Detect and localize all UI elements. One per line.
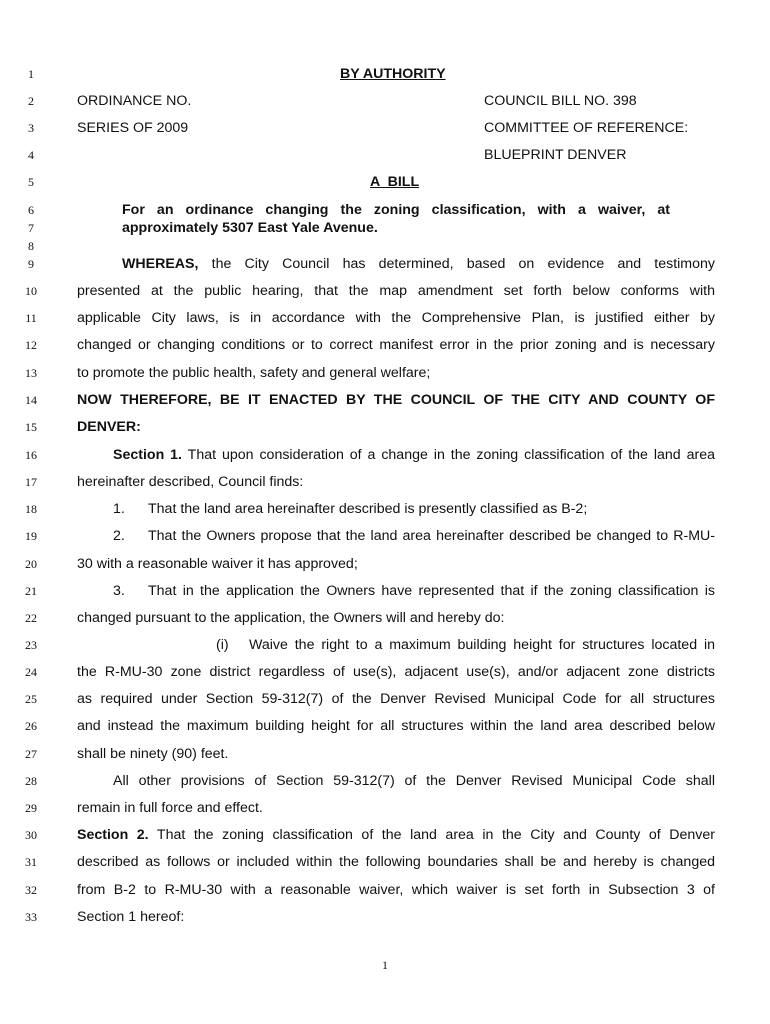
line-number: 12 <box>25 338 37 352</box>
body-line: and instead the maximum building height for all structures within the land area described below <box>77 718 715 734</box>
whereas-line <box>122 255 715 273</box>
line-number: 5 <box>28 175 34 189</box>
finding-number: 3. <box>113 583 125 599</box>
line-number: 18 <box>25 502 37 516</box>
body-line: remain in full force and effect. <box>77 800 263 816</box>
line-number: 11 <box>25 311 37 325</box>
line-number: 14 <box>25 393 37 407</box>
line-number: 24 <box>25 665 37 679</box>
body-line: changed pursuant to the application, the Owners will and hereby do: <box>77 610 505 626</box>
body-line: the R-MU-30 zone district regardless of use(s), adjacent use(s), and/or adjacent zone districts <box>77 664 715 680</box>
line-number: 19 <box>25 529 37 543</box>
line-number: 33 <box>25 910 37 924</box>
enacting-clause: NOW THEREFORE, BE IT ENACTED BY THE COUNCIL OF THE CITY AND COUNTY OF <box>77 392 715 408</box>
body-line: hereinafter described, Council finds: <box>77 474 304 490</box>
line-number: 8 <box>28 239 34 253</box>
whereas-label: WHEREAS, <box>122 256 199 272</box>
line-number: 13 <box>25 366 37 380</box>
section-2-label: Section 2. <box>77 827 149 843</box>
body-line: All other provisions of Section 59-312(7) of the Denver Revised Municipal Code shall <box>113 773 715 789</box>
section-2-line <box>77 826 715 844</box>
line-number: 1 <box>28 67 34 81</box>
line-number: 17 <box>25 475 37 489</box>
ordinance-number-label: ORDINANCE NO. <box>77 93 192 109</box>
body-line: to promote the public health, safety and general welfare; <box>77 365 431 381</box>
line-number: 25 <box>25 692 37 706</box>
line-number: 3 <box>28 121 34 135</box>
council-bill-number: COUNCIL BILL NO. 398 <box>484 93 637 109</box>
line-number: 32 <box>25 883 37 897</box>
line-number: 16 <box>25 448 37 462</box>
committee-name: BLUEPRINT DENVER <box>484 147 627 163</box>
body-line: presented at the public hearing, that the map amendment set forth below conforms with <box>77 283 715 299</box>
line-number: 4 <box>28 148 34 162</box>
bill-title-line: For an ordinance changing the zoning classification, with a waiver, at <box>122 202 670 218</box>
line-number: 22 <box>25 611 37 625</box>
body-line: described as follows or included within the following boundaries shall be and hereby is changed <box>77 854 715 870</box>
subitem-text: Waive the right to a maximum building height for structures located in <box>249 637 715 653</box>
line-number: 7 <box>28 221 34 235</box>
bill-title-line: approximately 5307 East Yale Avenue. <box>122 220 378 236</box>
line-number: 31 <box>25 855 37 869</box>
series-label: SERIES OF 2009 <box>77 120 189 136</box>
line-number: 28 <box>25 774 37 788</box>
section-1-text: That upon consideration of a change in the zoning classification of the land area <box>187 447 715 463</box>
line-number: 29 <box>25 801 37 815</box>
body-line: applicable City laws, is in accordance with the Comprehensive Plan, is justified either by <box>77 310 715 326</box>
page-number: 1 <box>382 958 388 972</box>
finding-text: That in the application the Owners have represented that if the zoning classification is <box>148 583 715 599</box>
section-1-line <box>113 446 715 464</box>
line-number: 21 <box>25 584 37 598</box>
line-number: 26 <box>25 719 37 733</box>
body-line: changed or changing conditions or to correct manifest error in the prior zoning and is necessary <box>77 337 715 353</box>
a-bill-heading: A BILL <box>370 174 420 190</box>
body-line: Section 1 hereof: <box>77 909 185 925</box>
line-number: 30 <box>25 828 37 842</box>
whereas-text: the City Council has determined, based on evidence and testimony <box>211 256 715 272</box>
finding-number: 2. <box>113 528 125 544</box>
body-line: shall be ninety (90) feet. <box>77 746 229 762</box>
body-line: 30 with a reasonable waiver it has approved; <box>77 556 358 572</box>
line-number: 20 <box>25 557 37 571</box>
section-1-label: Section 1. <box>113 447 182 463</box>
subitem-number: (i) <box>216 637 229 653</box>
finding-text: That the land area hereinafter described is presently classified as B-2; <box>148 501 588 517</box>
line-number: 10 <box>25 284 37 298</box>
line-number: 6 <box>28 203 34 217</box>
by-authority-heading: BY AUTHORITY <box>340 66 446 82</box>
line-number: 9 <box>28 257 34 271</box>
finding-number: 1. <box>113 501 125 517</box>
committee-label: COMMITTEE OF REFERENCE: <box>484 120 689 136</box>
line-number: 23 <box>25 638 37 652</box>
line-number: 15 <box>25 420 37 434</box>
line-number: 2 <box>28 94 34 108</box>
body-line: as required under Section 59-312(7) of the Denver Revised Municipal Code for all structures <box>77 691 715 707</box>
body-line: from B-2 to R-MU-30 with a reasonable waiver, which waiver is set forth in Subsection 3 of <box>77 882 715 898</box>
finding-text: That the Owners propose that the land area hereinafter described be changed to R-MU- <box>148 528 715 544</box>
enacting-clause: DENVER: <box>77 419 141 435</box>
line-number: 27 <box>25 747 37 761</box>
section-2-text: That the zoning classification of the land area in the City and County of Denver <box>156 827 715 843</box>
